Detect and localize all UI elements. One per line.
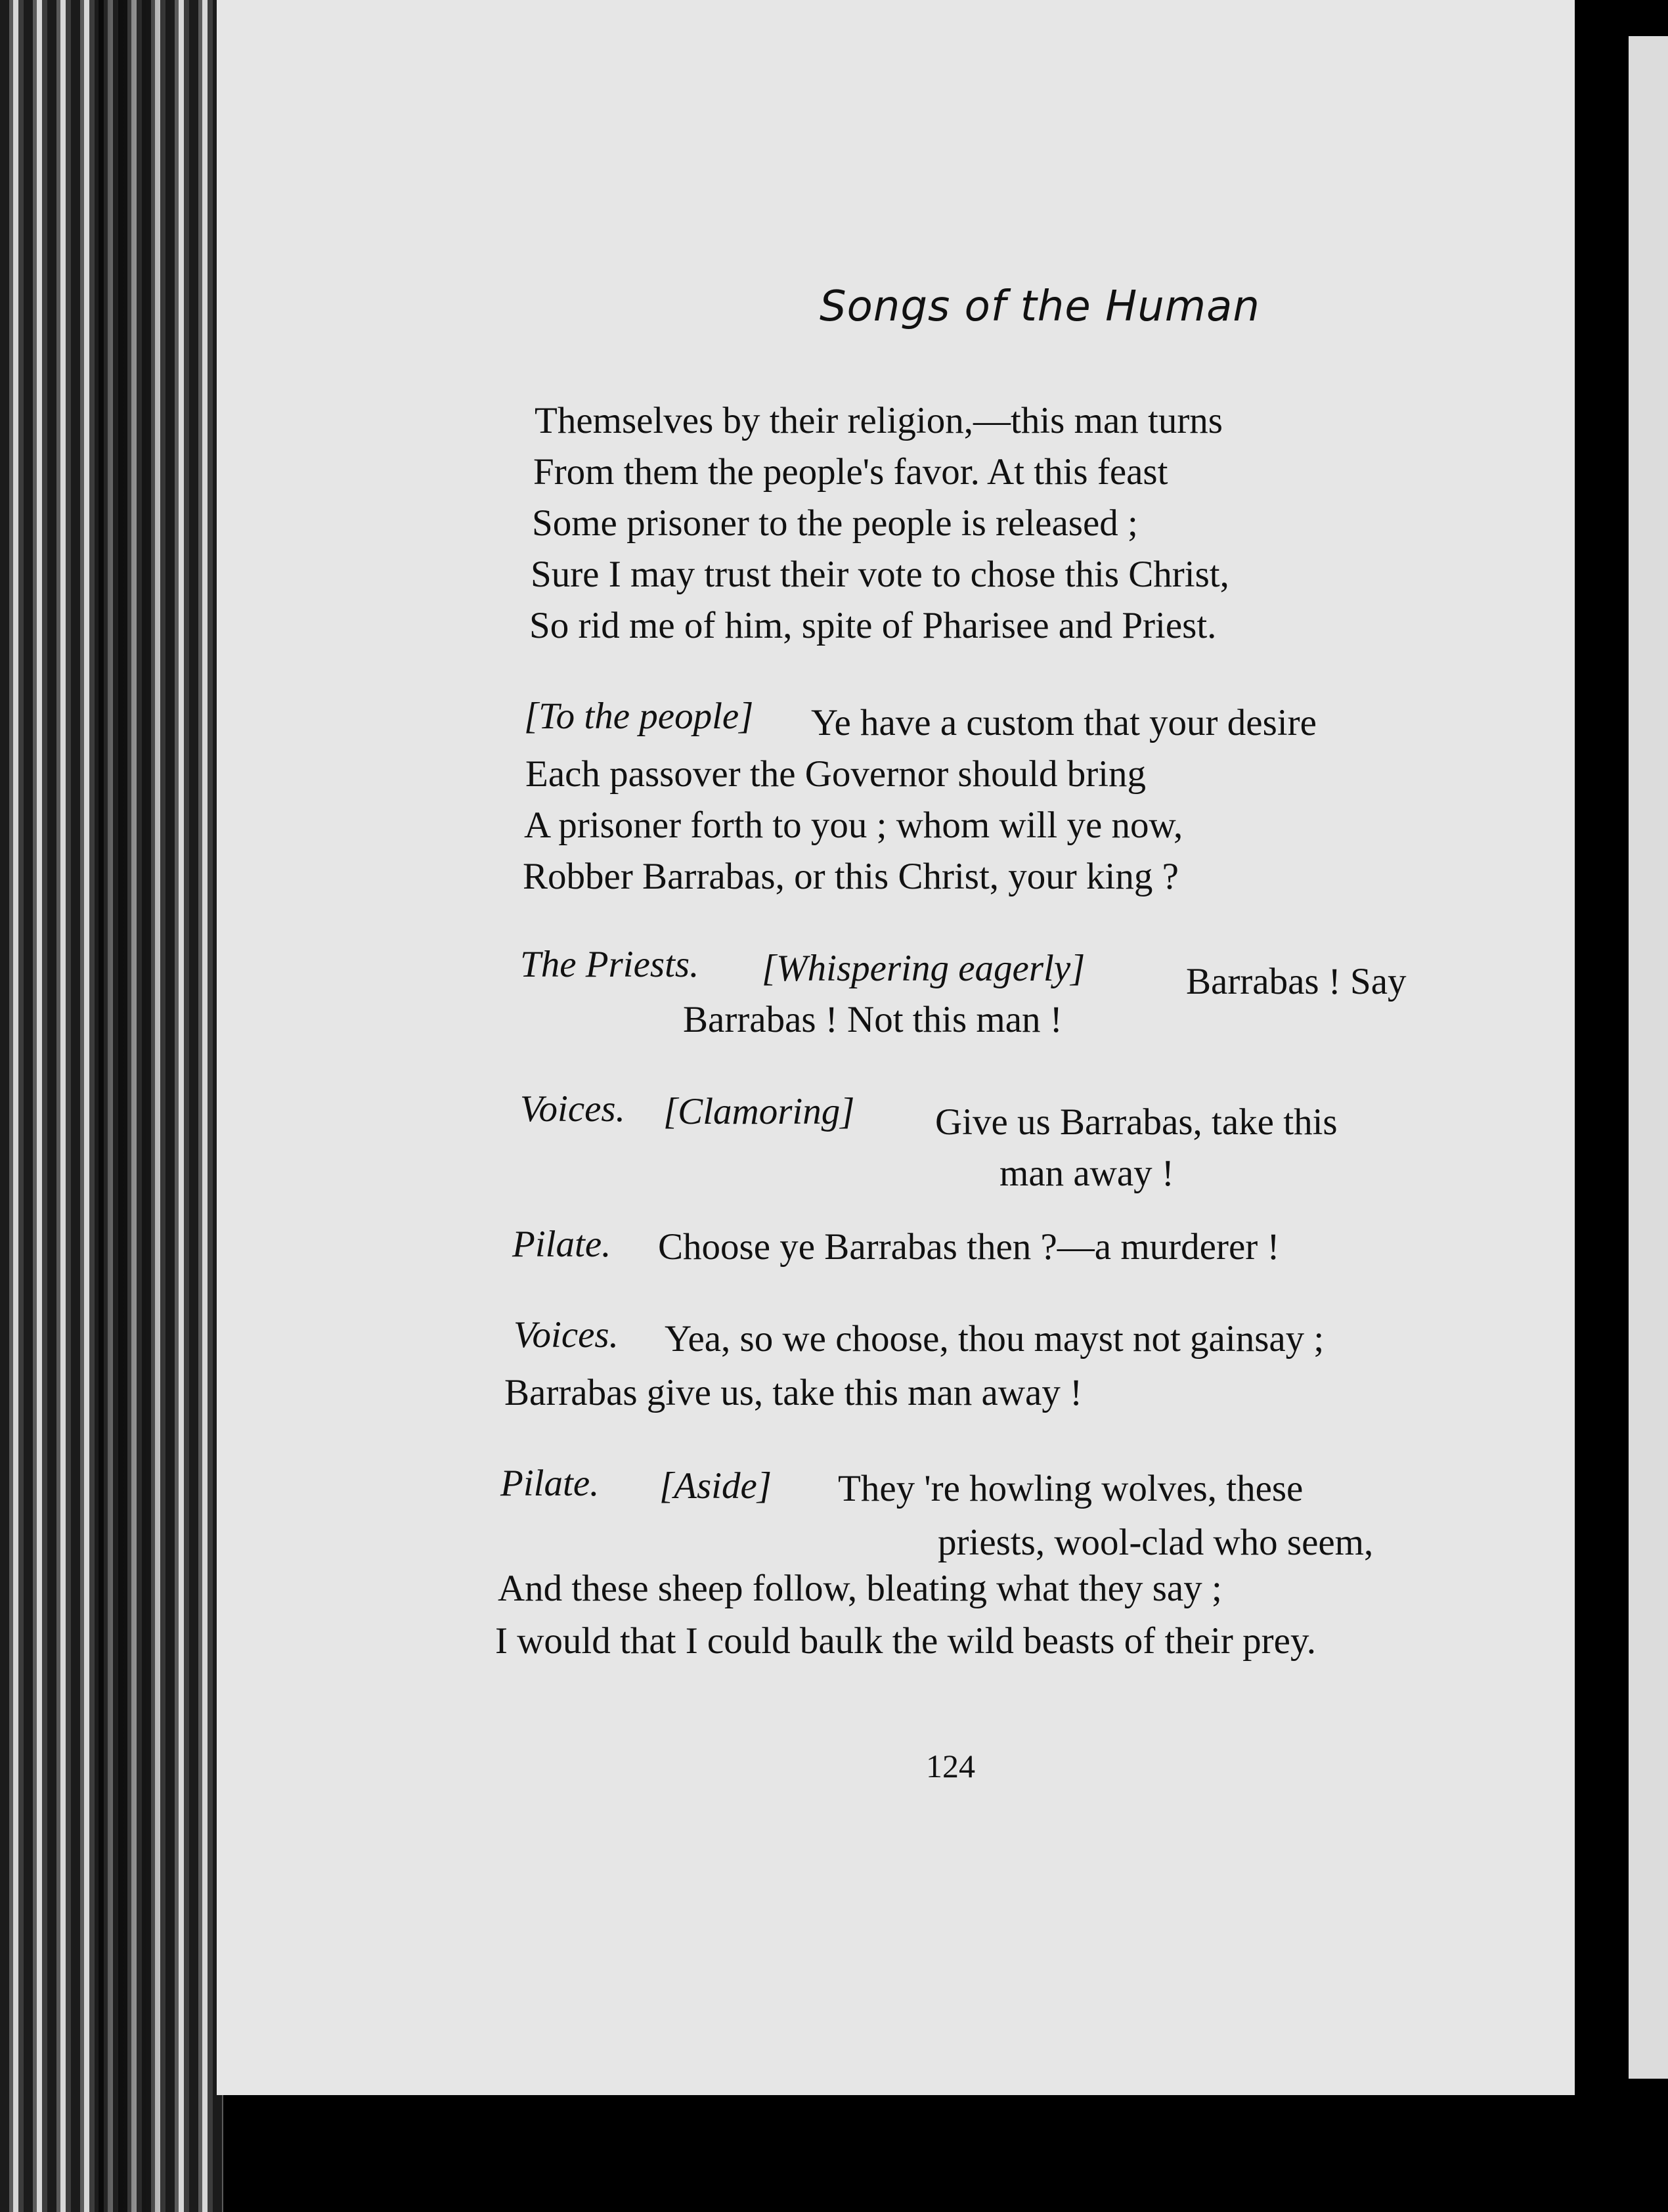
stage-direction: [To the people] — [524, 696, 754, 737]
verse-line: Barrabas ! Not this man ! — [683, 999, 1063, 1040]
verse-line: And these sheep follow, bleating what they say ; — [498, 1568, 1222, 1609]
stage-direction: [Aside] — [659, 1465, 772, 1507]
verse-line: priests, wool-clad who seem, — [938, 1522, 1374, 1563]
verse-line: From them the people's favor. At this feast — [533, 451, 1168, 493]
verse-line: I would that I could baulk the wild beasts of their prey. — [495, 1620, 1316, 1662]
verse-line: Give us Barrabas, take this — [935, 1101, 1338, 1143]
speaker-label: Pilate. — [500, 1463, 600, 1504]
speaker-label: The Priests. — [520, 944, 699, 985]
page-number: 124 — [926, 1748, 975, 1784]
verse-line: Ye have a custom that your desire — [811, 702, 1317, 743]
verse-line: Barrabas ! Say — [1186, 961, 1407, 1002]
running-header: Songs of the Human — [820, 282, 1260, 331]
verse-line: Choose ye Barrabas then ?—a murderer ! — [658, 1226, 1280, 1268]
speaker-label: Voices. — [520, 1088, 625, 1130]
verse-line: Sure I may trust their vote to chose this Christ, — [531, 554, 1229, 595]
verse-line: man away ! — [999, 1153, 1174, 1194]
verse-line: Yea, so we choose, thou mayst not gainsay ; — [665, 1318, 1325, 1360]
stage-direction: [Clamoring] — [663, 1091, 855, 1132]
stage-direction: [Whispering eagerly] — [762, 948, 1086, 989]
facing-page-edge — [1629, 36, 1668, 2079]
verse-line: They 're howling wolves, these — [838, 1468, 1304, 1509]
verse-line: Each passover the Governor should bring — [525, 753, 1147, 795]
verse-line: So rid me of him, spite of Pharisee and Priest. — [529, 605, 1217, 646]
verse-line: Some prisoner to the people is released ; — [532, 502, 1138, 544]
gutter-shadow — [99, 0, 223, 2212]
verse-line: Themselves by their religion,—this man turns — [535, 400, 1223, 441]
speaker-label: Pilate. — [512, 1224, 611, 1265]
speaker-label: Voices. — [514, 1314, 619, 1356]
verse-line: Robber Barrabas, or this Christ, your king ? — [523, 856, 1179, 897]
verse-line: A prisoner forth to you ; whom will ye now, — [524, 805, 1183, 846]
verse-line: Barrabas give us, take this man away ! — [504, 1372, 1083, 1413]
